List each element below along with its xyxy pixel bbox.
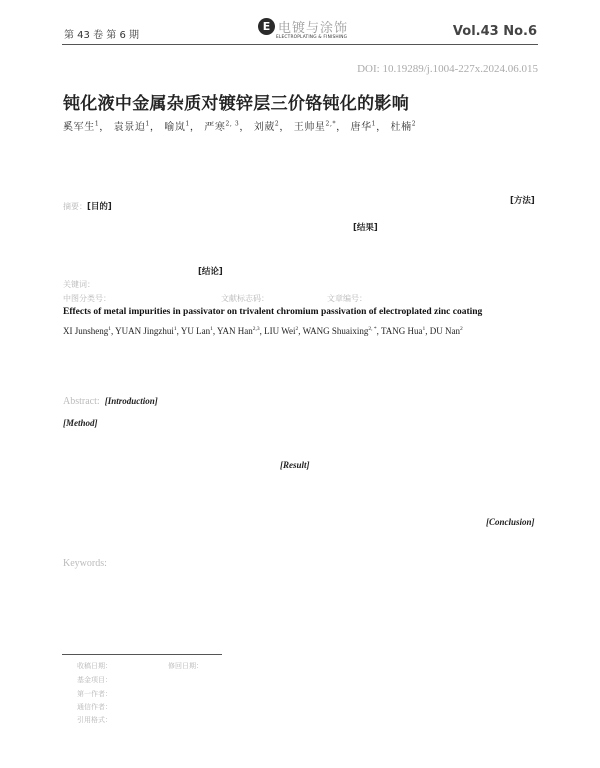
author-cn: 严寒 (204, 122, 226, 133)
abstract-cn-method: [方法] (510, 196, 535, 206)
clc-label: 中图分类号： (63, 294, 111, 303)
keywords-cn-label: 关键词： (63, 280, 95, 289)
author-en: DU Nan (429, 326, 460, 336)
article-id-label: 文章编号： (327, 294, 367, 303)
authors-cn: 奚军生$^1$， 袁景迫$^1$， 喻岚$^1$， 严寒$^{2, 3}$， 刘葳$^2$， 王帅星$^{2,*}$， 唐华$^1$， 杜楠$^2$ (63, 120, 417, 133)
author-affiliation: 2 (274, 120, 280, 128)
title-cn: 钝化液中金属杂质对镀锌层三价铬钝化的影响 (63, 94, 409, 114)
fund-label: 基金项目： (77, 676, 112, 684)
author-cn: 奚军生 (63, 122, 95, 133)
author-affiliation: 2, * (368, 326, 377, 332)
author-affiliation: 1 (94, 120, 100, 128)
author-cn: 杜楠 (390, 122, 412, 133)
doi: DOI: 10.19289/j.1004-227x.2024.06.015 (357, 63, 538, 75)
author-affiliation: 1 (210, 326, 213, 332)
author-en: TANG Hua (380, 326, 423, 336)
abstract-en-result: [Result] (280, 460, 310, 470)
author-en: XI Junsheng (63, 326, 109, 336)
corresponding-author-label: 通信作者： (77, 703, 112, 711)
abstract-en-method: [Method] (63, 418, 98, 428)
author-affiliation: 1 (422, 326, 426, 332)
author-affiliation: 2,* (325, 120, 337, 128)
author-affiliation: 2,3 (252, 326, 260, 332)
author-affiliation: 1 (173, 326, 177, 332)
revised-date-label: 修回日期： (168, 662, 203, 670)
first-author-label: 第一作者： (77, 690, 112, 698)
doc-code-label: 文献标志码： (221, 294, 269, 303)
author-cn: 喻岚 (164, 122, 186, 133)
author-affiliation: 2 (411, 120, 417, 128)
author-cn: 唐华 (350, 122, 372, 133)
author-affiliation: 2 (295, 326, 299, 332)
abstract-en-label: Abstract: (63, 396, 100, 407)
header-rule (62, 44, 538, 45)
abstract-en-introduction: [Introduction] (104, 396, 158, 406)
author-cn: 袁景迫 (113, 122, 146, 133)
abstract-cn-label: 摘要： (63, 202, 87, 211)
author-cn: 王帅星 (293, 122, 326, 133)
title-en: Effects of metal impurities in passivator on trivalent chromium passivation of electroplated zinc coating (63, 307, 483, 317)
author-en: WANG Shuaixing (302, 326, 369, 336)
volume-info-en: Vol.43 No.6 (452, 24, 537, 39)
author-en: YUAN Jingzhui (115, 326, 174, 336)
abstract-cn-result: [结果] (353, 223, 378, 233)
journal-logo-en: ELECTROPLATING & FINISHING (276, 35, 348, 40)
author-affiliation: 1 (185, 120, 190, 128)
citation-label: 引用格式： (77, 716, 112, 724)
journal-logo-icon: E (258, 18, 275, 35)
author-affiliation: 2 (459, 326, 463, 332)
received-date-label: 收稿日期： (77, 662, 112, 670)
author-affiliation: 1 (145, 120, 150, 128)
author-en: YAN Han (217, 326, 253, 336)
author-affiliation: 2, 3 (225, 120, 240, 128)
author-affiliation: 1 (371, 120, 377, 128)
journal-logo (258, 18, 349, 44)
author-en: YU Lan (180, 326, 211, 336)
abstract-cn-conclusion: [结论] (198, 267, 223, 277)
abstract-cn-purpose: [目的] (87, 202, 112, 212)
author-affiliation: 1 (108, 326, 111, 332)
author-cn: 刘葳 (253, 122, 275, 133)
abstract-en-conclusion: [Conclusion] (486, 517, 535, 527)
abstract-cn-line (63, 194, 112, 213)
issue-info-cn: 第 43 卷 第 6 期 (64, 30, 139, 41)
authors-en: XI Junsheng$^1$, YUAN Jingzhui$^1$, YU Lan$^1$, YAN Han$^{2,3}$, LIU Wei$^2$, WANG Shuaixing$^{2, *}$, TANG Hua$^1$, DU Nan$^2$ (63, 326, 463, 336)
abstract-en-line (63, 389, 158, 408)
journal-logo-cn: 电镀与涂饰 (278, 21, 349, 36)
keywords-en-label: Keywords: (63, 558, 107, 569)
author-en: LIU Wei (264, 326, 296, 336)
footnote-rule (62, 654, 222, 655)
